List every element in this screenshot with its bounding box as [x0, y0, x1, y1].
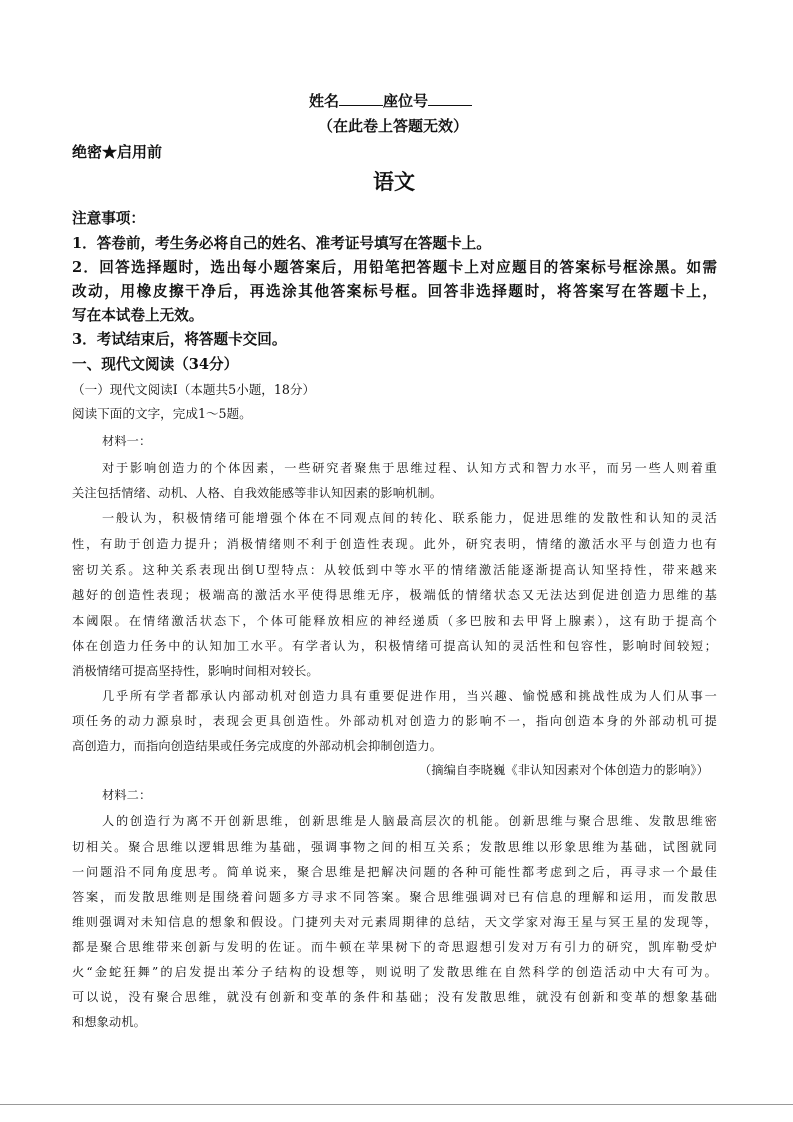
paragraph-line: 可以说，没有聚合思维，就没有创新和变革的条件和基础；没有发散思维，就没有创新和变革的想象基础	[72, 990, 717, 1004]
sub-heading: （一）现代文阅读Ⅰ（本题共5小题，18分）	[72, 382, 316, 397]
notice-heading: 注意事项：	[72, 210, 145, 227]
name-blank	[339, 91, 383, 106]
section-heading: 一、现代文阅读（34分）	[72, 356, 239, 373]
material2-label: 材料二：	[102, 788, 152, 802]
paragraph-line: 都是聚合思维带来创新与发明的佐证。而牛顿在苹果树下的奇思遐想引发对万有引力的研究，凯库勒受炉	[72, 940, 717, 954]
paragraph-line: 性，有助于创造力提升；消极情绪则不利于创造性表现。此外，研究表明，情绪的激活水平与创造力也有	[72, 537, 717, 551]
notice-line: 1．答卷前，考生务必将自己的姓名、准考证号填写在答题卡上。	[72, 235, 491, 252]
source-citation: （摘编自李晓巍《非认知因素对个体创造力的影响》）	[419, 763, 709, 777]
paragraph-line: 和想象动机。	[72, 1015, 147, 1029]
paragraph-line: 本阈限。在情绪激活状态下，个体可能释放相应的神经递质（多巴胺和去甲肾上腺素），这有助于提高个	[72, 614, 717, 628]
seat-label: 座位号	[383, 92, 429, 110]
secret-mark: 绝密★启用前	[72, 143, 163, 161]
paragraph-line: 一般认为，积极情绪可能增强个体在不同观点间的转化、联系能力，促进思维的发散性和认知的灵活	[102, 511, 717, 525]
paragraph-line: 火“金蛇狂舞”的启发提出苯分子结构的设想等，则说明了发散思维在自然科学的创造活动中大有可为。	[72, 965, 717, 979]
footer-divider	[0, 1104, 793, 1105]
seat-blank	[428, 91, 472, 106]
paragraph-line: 体在创造力任务中的认知加工水平。有学者认为，积极情绪可提高认知的灵活性和包容性，影响时间较短；	[72, 639, 717, 653]
paragraph-line: 一问题沿不同角度思考。简单说来，聚合思维是把解决问题的各种可能性都考虑到之后，再寻求一个最佳	[72, 865, 717, 879]
instruction: 阅读下面的文字，完成1～5题。	[72, 406, 252, 421]
paragraph-line: 几乎所有学者都承认内部动机对创造力具有重要促进作用，当兴趣、愉悦感和挑战性成为人们从事一	[102, 689, 717, 703]
paragraph-line: 消极情绪可提高坚持性，影响时间相对较长。	[72, 664, 319, 678]
paragraph-line: 关注包括情绪、动机、人格、自我效能感等非认知因素的影响机制。	[72, 486, 443, 500]
material1-label: 材料一：	[102, 434, 152, 448]
notice-line: 写在本试卷上无效。	[72, 307, 204, 324]
invalid-note: （在此卷上答题无效）	[318, 117, 469, 135]
paragraph-line: 切相关。聚合思维以逻辑思维为基础，强调事物之间的相互关系；发散思维以形象思维为基础，试图就同	[72, 840, 717, 854]
paragraph-line: 密切关系。这种关系表现出倒U型特点：从较低到中等水平的情绪激活能逐渐提高认知坚持性，带来越来	[72, 563, 717, 577]
paragraph-line: 人的创造行为离不开创新思维，创新思维是人脑最高层次的机能。创新思维与聚合思维、发散思维密	[102, 814, 717, 828]
paragraph-line: 高创造力，而指向创造结果或任务完成度的外部动机会抑制创造力。	[72, 739, 443, 753]
page-title: 语文	[373, 169, 415, 194]
notice-line: 3．考试结束后，将答题卡交回。	[72, 331, 287, 348]
name-label: 姓名	[309, 92, 340, 110]
paragraph-line: 项任务的动力源泉时，表现会更具创造性。外部动机对创造力的影响不一，指向创造本身的外部动机可提	[72, 714, 717, 728]
notice-line: 改动，用橡皮擦干净后，再选涂其他答案标号框。回答非选择题时，将答案写在答题卡上，	[72, 283, 717, 300]
name-seat-line	[309, 90, 472, 111]
paragraph-line: 对于影响创造力的个体因素，一些研究者聚焦于思维过程、认知方式和智力水平，而另一些人则着重	[102, 461, 717, 475]
notice-line: 2．回答选择题时，选出每小题答案后，用铅笔把答题卡上对应题目的答案标号框涂黑。如需	[72, 259, 717, 276]
paragraph-line: 维则强调对未知信息的想象和假设。门捷列夫对元素周期律的总结，天文学家对海王星与冥王星的发现等，	[72, 915, 717, 929]
paragraph-line: 越好的创造性表现；极端高的激活水平使得思维无序，极端低的情绪状态又无法达到促进创造力思维的基	[72, 588, 717, 602]
paragraph-line: 答案，而发散思维则是围绕着问题多方寻求不同答案。聚合思维强调对已有信息的理解和运用，而发散思	[72, 890, 717, 904]
